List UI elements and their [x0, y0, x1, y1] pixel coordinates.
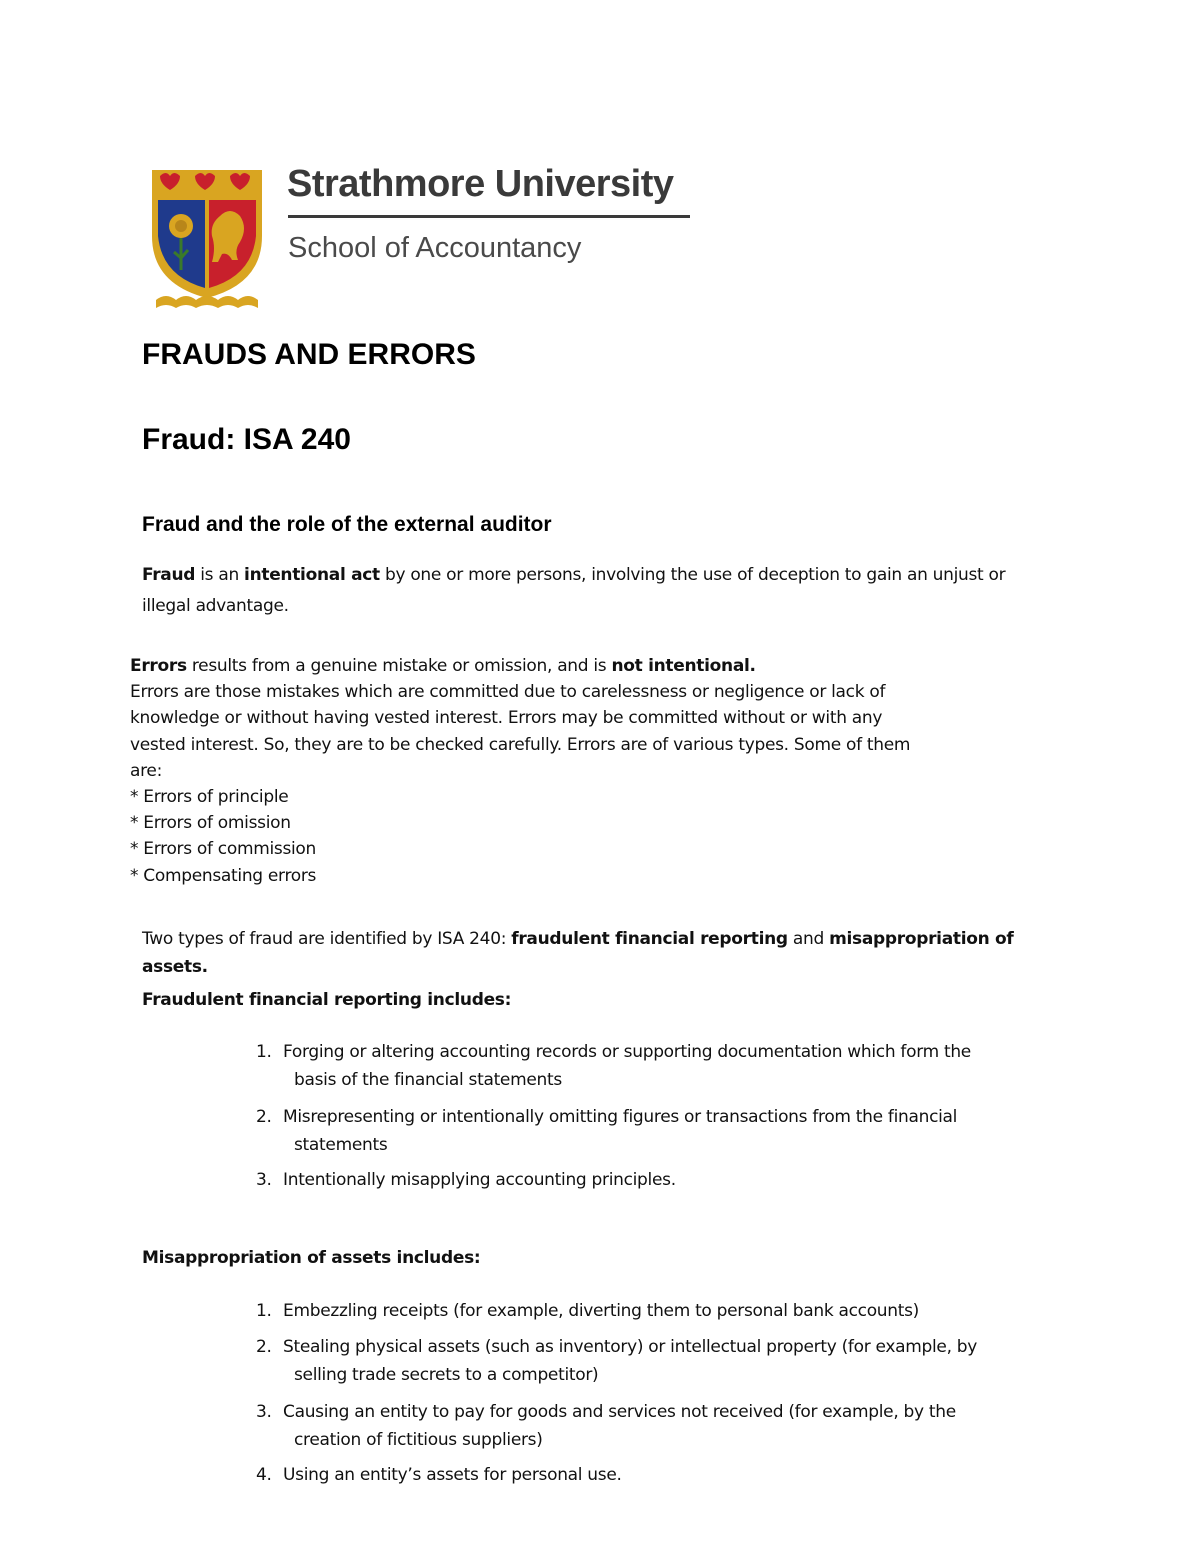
list-number: 2.	[256, 1337, 272, 1357]
logo-divider	[288, 215, 690, 218]
document-title: FRAUDS AND ERRORS	[142, 338, 476, 371]
list-item	[256, 1461, 1083, 1489]
errors-section	[130, 653, 910, 889]
ma-heading-text: Misappropriation of assets includes:	[142, 1248, 481, 1268]
errors-line: Errors are those mistakes which are committed due to carelessness or negligence or lack of	[130, 682, 886, 703]
errors-types-list	[130, 784, 910, 889]
fraud-term: Fraud	[142, 565, 196, 585]
fraud-text-2: by one or more persons, involving the use of deception to gain an unjust or	[379, 565, 1006, 585]
fraud-bold-intentional: intentional act	[244, 565, 380, 585]
list-item	[256, 1103, 1083, 1159]
list-number: 1.	[256, 1042, 272, 1062]
fraud-text-1: is an	[195, 565, 245, 585]
subsection-heading-role: Fraud and the role of the external auditor	[142, 513, 552, 536]
list-item-text: Stealing physical assets (such as inventory) or intellectual property (for example, by	[283, 1337, 978, 1357]
fraud-types-paragraph	[142, 925, 1014, 981]
types-text-2: and	[787, 929, 830, 949]
errors-text-1: results from a genuine mistake or omission, and is	[186, 656, 612, 676]
fraud-types-line-1	[142, 925, 1014, 953]
list-number: 3.	[256, 1402, 272, 1422]
list-item-continuation: selling trade secrets to a competitor)	[294, 1365, 599, 1385]
list-item-text: Forging or altering accounting records or supporting documentation which form the	[283, 1042, 971, 1062]
list-item: * Errors of omission	[130, 813, 291, 834]
errors-line: are:	[130, 760, 163, 781]
types-bold-assets: assets.	[142, 957, 208, 977]
list-item-text: Causing an entity to pay for goods and services not received (for example, by the	[283, 1402, 956, 1422]
list-item	[256, 1038, 1083, 1094]
list-item	[256, 1333, 1083, 1389]
list-item	[256, 1398, 1083, 1454]
fraud-definition	[142, 560, 1005, 622]
list-item	[256, 1297, 1083, 1325]
list-item-continuation: statements	[294, 1135, 388, 1155]
list-number: 4.	[256, 1465, 272, 1485]
list-item: * Compensating errors	[130, 865, 317, 886]
types-bold-misappropriation: misappropriation of	[829, 929, 1014, 949]
list-number: 3.	[256, 1170, 272, 1190]
fraud-types-line-2	[142, 953, 1014, 981]
list-item-text: Using an entity’s assets for personal use.	[283, 1465, 622, 1485]
types-text-1: Two types of fraud are identified by ISA 240:	[142, 929, 512, 949]
list-item	[256, 1166, 1083, 1194]
ma-heading	[142, 1248, 480, 1268]
list-item-text: Misrepresenting or intentionally omitting figures or transactions from the financial	[283, 1107, 958, 1127]
errors-line: vested interest. So, they are to be checked carefully. Errors are of various types. Some of them	[130, 734, 911, 755]
list-number: 2.	[256, 1107, 272, 1127]
errors-line: knowledge or without having vested interest. Errors may be committed without or with any	[130, 708, 883, 729]
list-item-continuation: creation of fictitious suppliers)	[294, 1430, 543, 1450]
list-item: * Errors of principle	[130, 787, 289, 808]
school-name: School of Accountancy	[288, 232, 582, 264]
errors-bold-not-intentional: not intentional.	[611, 656, 756, 676]
list-item: * Errors of commission	[130, 839, 316, 860]
section-heading-isa: Fraud: ISA 240	[142, 423, 351, 456]
list-item-text: Intentionally misapplying accounting principles.	[283, 1170, 676, 1190]
types-bold-ffr: fraudulent financial reporting	[511, 929, 788, 949]
errors-definition	[130, 653, 910, 679]
fraud-definition-line-2: illegal advantage.	[142, 596, 289, 616]
ffr-heading	[142, 990, 511, 1010]
fraud-definition-line-1	[142, 560, 1005, 591]
list-item-text: Embezzling receipts (for example, diverting them to personal bank accounts)	[283, 1301, 920, 1321]
list-item-continuation: basis of the financial statements	[294, 1070, 562, 1090]
errors-term: Errors	[130, 656, 187, 676]
university-name: Strathmore University	[287, 163, 674, 205]
university-crest-icon	[148, 166, 266, 314]
list-number: 1.	[256, 1301, 272, 1321]
ffr-heading-text: Fraudulent financial reporting includes:	[142, 990, 512, 1010]
